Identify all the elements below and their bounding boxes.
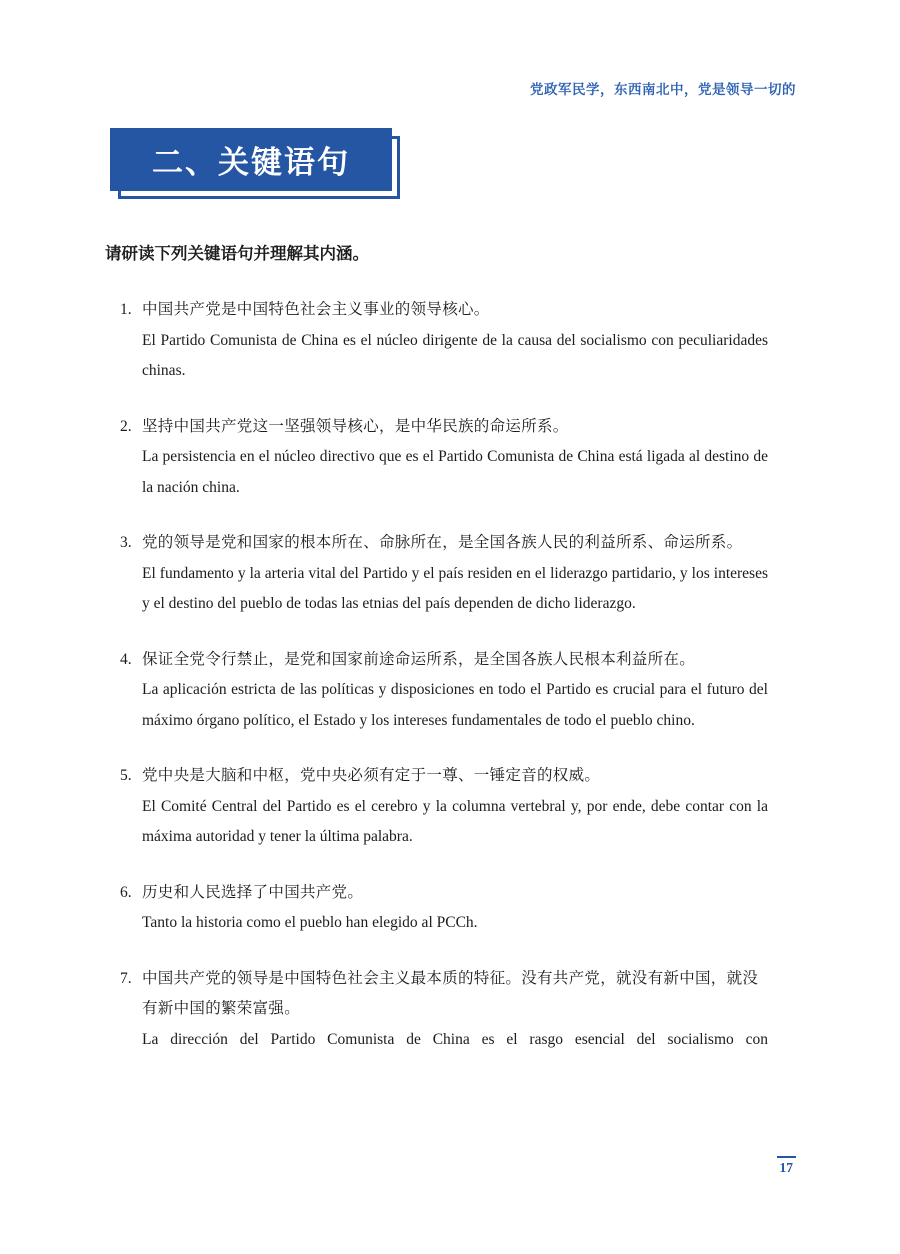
spanish-translation: La aplicación estricta de las políticas y disposiciones en todo el Partido es crucial para el futuro del máximo órgano político, el Estado y los intereses fundamentales de todo el pueblo chino. <box>142 681 768 729</box>
key-sentence-item <box>120 645 768 737</box>
chinese-sentence: 党的领导是党和国家的根本所在、命脉所在，是全国各族人民的利益所系、命运所系。 <box>142 534 743 551</box>
chinese-sentence: 中国共产党的领导是中国特色社会主义最本质的特征。没有共产党，就没有新中国，就没有新中国的繁荣富强。 <box>142 969 759 1017</box>
item-number: 2. <box>120 417 132 435</box>
chinese-sentence: 党中央是大脑和中枢，党中央必须有定于一尊、一锤定音的权威。 <box>142 767 601 784</box>
item-number: 1. <box>120 301 132 318</box>
key-sentence-item <box>120 878 768 939</box>
spanish-translation: El Comité Central del Partido es el cerebro y la columna vertebral y, por ende, debe contar con la máxima autoridad y tener la última palabra. <box>142 797 768 845</box>
key-sentence-item <box>120 295 768 387</box>
spanish-translation: El Partido Comunista de China es el núcleo dirigente de la causa del socialismo con peculiaridades chinas. <box>142 331 768 379</box>
section-banner <box>110 128 392 191</box>
spanish-translation: La dirección del Partido Comunista de China es el rasgo esencial del socialismo con <box>142 1030 768 1048</box>
key-sentence-item <box>120 412 768 504</box>
key-sentence-item <box>120 964 768 1056</box>
item-number: 7. <box>120 969 132 987</box>
key-sentence-item <box>120 528 768 620</box>
spanish-translation: La persistencia en el núcleo directivo que es el Partido Comunista de China está ligada al destino de la nación china. <box>142 448 768 496</box>
chinese-sentence: 历史和人民选择了中国共产党。 <box>142 883 364 901</box>
chinese-sentence: 坚持中国共产党这一坚强领导核心，是中华民族的命运所系。 <box>142 417 569 435</box>
item-number: 5. <box>120 767 132 784</box>
key-sentence-item <box>120 761 768 853</box>
chinese-sentence: 保证全党令行禁止，是党和国家前途命运所系，是全国各族人民根本利益所在。 <box>142 650 696 668</box>
item-number: 6. <box>120 883 132 901</box>
key-sentences-list <box>120 295 768 1080</box>
page-number: 17 <box>777 1156 797 1176</box>
running-header-quote: 党政军民学，东西南北中，党是领导一切的 <box>530 82 796 97</box>
spanish-translation: El fundamento y la arteria vital del Partido y el país residen en el liderazgo partidario, y los intereses y el destino del pueblo de todas las etnias del país dependen de dicho liderazgo. <box>142 564 768 612</box>
item-number: 4. <box>120 650 132 668</box>
item-number: 3. <box>120 534 132 551</box>
spanish-translation: Tanto la historia como el pueblo han elegido al PCCh. <box>142 914 478 931</box>
instruction-text: 请研读下列关键语句并理解其内涵。 <box>105 244 369 263</box>
section-title: 二、关键语句 <box>110 128 392 191</box>
chinese-sentence: 中国共产党是中国特色社会主义事业的领导核心。 <box>142 301 490 318</box>
